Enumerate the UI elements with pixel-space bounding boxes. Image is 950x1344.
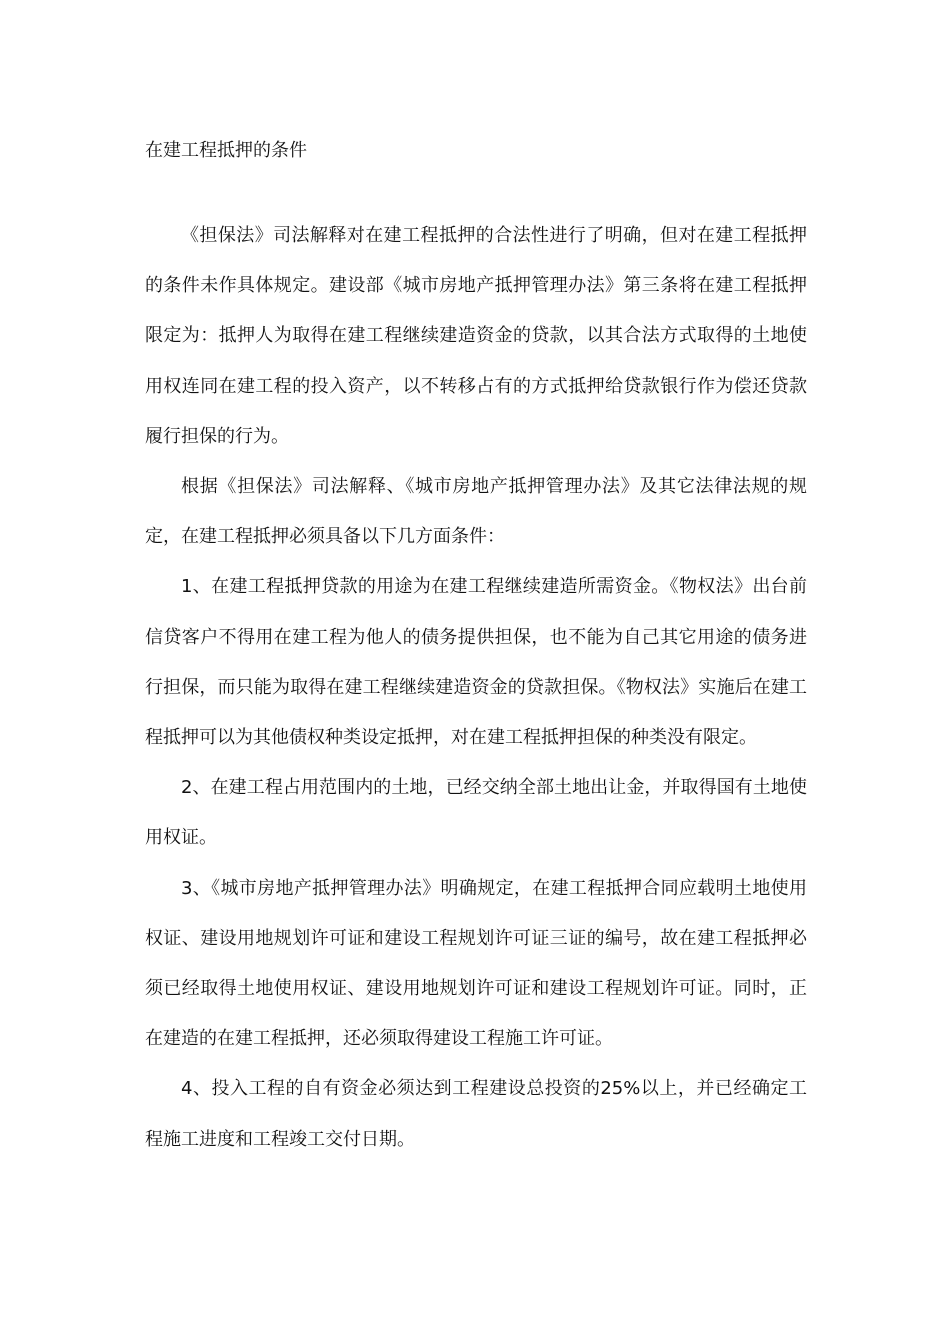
document-body	[145, 211, 807, 1165]
paragraph-condition-4: 4、投入工程的自有资金必须达到工程建设总投资的25%以上，并已经确定工程施工进度和工程竣工交付日期。	[145, 1078, 807, 1150]
paragraph-condition-1: 1、在建工程抵押贷款的用途为在建工程继续建造所需资金。《物权法》出台前信贷客户不得用在建工程为他人的债务提供担保，也不能为自己其它用途的债务进行担保，而只能为取得在建工程继续建造资金的贷款担保。《物权法》实施后在建工程抵押可以为其他债权种类设定抵押，对在建工程抵押担保的种类没有限定。	[145, 576, 807, 749]
paragraph-condition-3: 3、《城市房地产抵押管理办法》明确规定，在建工程抵押合同应载明土地使用权证、建设用地规划许可证和建设工程规划许可证三证的编号，故在建工程抵押必须已经取得土地使用权证、建设用地规划许可证和建设工程规划许可证。同时，正在建造的在建工程抵押，还必须取得建设工程施工许可证。	[145, 877, 807, 1050]
document-title: 在建工程抵押的条件	[145, 140, 307, 161]
paragraph-intro: 《担保法》司法解释对在建工程抵押的合法性进行了明确，但对在建工程抵押的条件未作具体规定。建设部《城市房地产抵押管理办法》第三条将在建工程抵押限定为：抵押人为取得在建工程继续建造资金的贷款，以其合法方式取得的土地使用权连同在建工程的投入资产，以不转移占有的方式抵押给贷款银行作为偿还贷款履行担保的行为。	[145, 225, 807, 447]
paragraph-condition-2: 2、在建工程占用范围内的土地，已经交纳全部土地出让金，并取得国有土地使用权证。	[145, 777, 807, 849]
paragraph-basis: 根据《担保法》司法解释、《城市房地产抵押管理办法》及其它法律法规的规定，在建工程抵押必须具备以下几方面条件：	[145, 476, 807, 548]
